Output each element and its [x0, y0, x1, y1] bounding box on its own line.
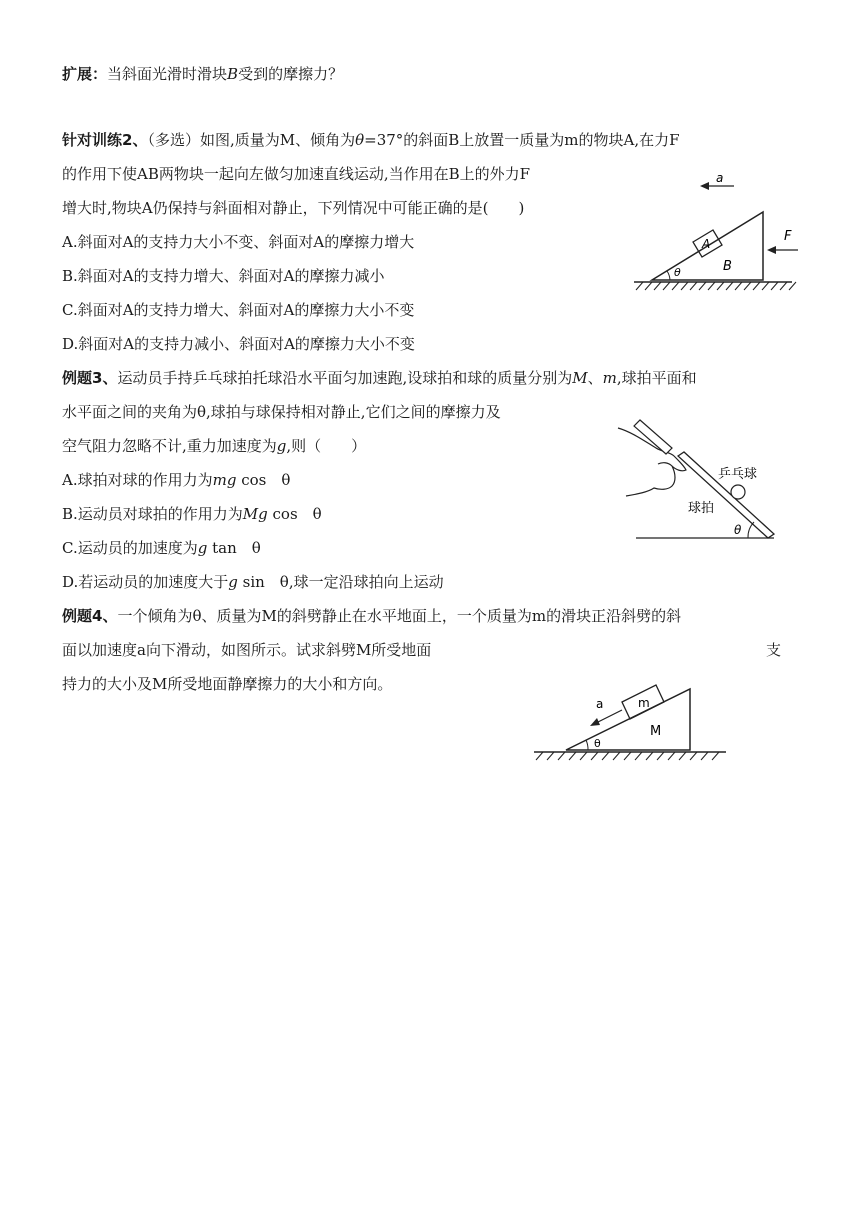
- hatch-mark: [602, 752, 609, 760]
- option-d-tail: sin θ,球一定沿球拍向上运动: [237, 573, 444, 591]
- extension-line: [62, 64, 343, 84]
- hatch-mark: [679, 752, 686, 760]
- option-d-text: D.若运动员的加速度大于: [62, 573, 229, 591]
- example3-line2: 水平面之间的夹角为θ,球拍与球保持相对静止,它们之间的摩擦力及: [62, 403, 501, 421]
- training2-line1: [62, 130, 680, 150]
- hatch-mark: [657, 752, 664, 760]
- option-c-tail: tan θ: [207, 539, 261, 557]
- training2-label: 针对训练: [62, 131, 123, 149]
- hatch-mark: [654, 282, 661, 290]
- ground-hatch: [536, 752, 719, 760]
- angle-arc: [586, 740, 588, 750]
- example3-text-a: 运动员手持乒乓球拍托球沿水平面匀加速跑,设球拍和球的质量分别为: [117, 369, 573, 387]
- option-a-tail: cos θ: [236, 471, 291, 489]
- hatch-mark: [726, 282, 733, 290]
- hatch-mark: [580, 752, 587, 760]
- example4-line2: 面以加速度a向下滑动，如图所示。试求斜劈M所受地面: [62, 641, 432, 659]
- training2-option-b: B.斜面对A的支持力增大、斜面对A的摩擦力减小: [62, 267, 385, 285]
- example3-option-c: [62, 538, 261, 558]
- training2-text-a: （多选）如图,质量为M、倾角为: [147, 131, 356, 149]
- option-b-text: B.运动员对球拍的作用力为: [62, 505, 243, 523]
- hatch-mark: [663, 282, 670, 290]
- acceleration-arrowhead: [590, 718, 600, 726]
- extension-text-b: 受到的摩擦力？: [238, 65, 344, 83]
- hatch-mark: [735, 282, 742, 290]
- hatch-mark: [613, 752, 620, 760]
- example3-var-m: m: [602, 369, 617, 387]
- option-c-text: C.运动员的加速度为: [62, 539, 198, 557]
- wedge-label: M: [650, 724, 662, 739]
- acceleration-arrowhead: [700, 182, 709, 190]
- example3-label: 例题: [62, 369, 93, 387]
- extension-text-a: 当斜面光滑时滑块: [107, 65, 228, 83]
- extension-var-b: B: [227, 65, 239, 83]
- angle-label: θ: [674, 266, 681, 279]
- option-d-var: g: [228, 573, 238, 591]
- option-a-text: A.球拍对球的作用力为: [62, 471, 213, 489]
- extension-label: 扩展：: [62, 65, 108, 83]
- force-arrowhead: [767, 246, 776, 254]
- hatch-mark: [780, 282, 787, 290]
- hatch-mark: [762, 282, 769, 290]
- training2-option-a: A.斜面对A的支持力大小不变、斜面对A的摩擦力增大: [62, 233, 415, 251]
- hatch-mark: [681, 282, 688, 290]
- angle-arc: [667, 271, 670, 280]
- ball: [731, 485, 745, 499]
- hatch-mark: [569, 752, 576, 760]
- hatch-mark: [699, 282, 706, 290]
- hatch-mark: [624, 752, 631, 760]
- training2-line3: 增大时,物块A仍保持与斜面相对静止，下列情况中可能正确的是( ): [62, 199, 525, 217]
- hatch-mark: [712, 752, 719, 760]
- training2-number: 2、: [122, 131, 148, 149]
- option-a-var: mg: [212, 471, 237, 489]
- acceleration-label: a: [596, 697, 604, 711]
- training2-line2: 的作用下使AB两物块一起向左做匀加速直线运动,当作用在B上的外力F: [62, 165, 531, 183]
- block-label: m: [638, 696, 650, 710]
- hatch-mark: [635, 752, 642, 760]
- acceleration-label: a: [716, 171, 724, 185]
- example3-option-a: [62, 470, 290, 490]
- hatch-mark: [717, 282, 724, 290]
- ground-hatch: [636, 282, 796, 290]
- angle-label: θ: [594, 737, 601, 750]
- example3-text-b: ,球拍平面和: [616, 369, 697, 387]
- force-label: F: [784, 229, 792, 244]
- wedge-m: [566, 689, 690, 750]
- hatch-mark: [646, 752, 653, 760]
- training2-theta: θ: [355, 131, 365, 149]
- example3-var-g: g: [276, 437, 287, 455]
- training2-option-d: D.斜面对A的支持力减小、斜面对A的摩擦力大小不变: [62, 335, 415, 353]
- hatch-mark: [690, 752, 697, 760]
- racket-ball-figure: [610, 412, 790, 542]
- example3-line3-b: ,则（ ）: [286, 437, 367, 455]
- incline-block-figure: [630, 170, 800, 295]
- example3-option-b: [62, 504, 322, 524]
- example4-number: 4、: [92, 607, 118, 625]
- hatch-mark: [744, 282, 751, 290]
- example3-option-d: [62, 572, 444, 592]
- hatch-mark: [672, 282, 679, 290]
- training2-option-c: C.斜面对A的支持力增大、斜面对A的摩擦力大小不变: [62, 301, 415, 319]
- training2-text-b: =37°的斜面B上放置一质量为m的物块A,在力F: [364, 131, 680, 149]
- example4-label: 例题: [62, 607, 93, 625]
- example4-line1: [62, 606, 681, 626]
- racket-handle: [634, 420, 672, 454]
- example3-line3-a: 空气阻力忽略不计,重力加速度为: [62, 437, 277, 455]
- hatch-mark: [645, 282, 652, 290]
- hatch-mark: [558, 752, 565, 760]
- hatch-mark: [701, 752, 708, 760]
- incline-b-label: B: [723, 259, 732, 274]
- block-a-label: A: [702, 237, 711, 251]
- racket-blade: [678, 452, 774, 538]
- wedge-block-figure: [530, 680, 730, 765]
- hatch-mark: [771, 282, 778, 290]
- hatch-mark: [636, 282, 643, 290]
- hatch-mark: [591, 752, 598, 760]
- example4-text: 一个倾角为θ、质量为M的斜劈静止在水平地面上，一个质量为m的滑块正沿斜劈的斜: [117, 607, 682, 625]
- option-b-var: Mg: [242, 505, 268, 523]
- racket-label: 球拍: [688, 501, 715, 516]
- example4-line2-end: 支: [766, 641, 782, 659]
- example3-line3: [62, 436, 366, 456]
- hatch-mark: [753, 282, 760, 290]
- ball-label: 乒乓球: [718, 467, 758, 482]
- example3-sep: 、: [587, 369, 603, 387]
- example3-var-m-big: M: [572, 369, 588, 387]
- hatch-mark: [690, 282, 697, 290]
- hatch-mark: [536, 752, 543, 760]
- hatch-mark: [668, 752, 675, 760]
- example3-number: 3、: [92, 369, 118, 387]
- angle-label: θ: [734, 523, 742, 537]
- hatch-mark: [789, 282, 796, 290]
- example3-line1: [62, 368, 697, 388]
- hatch-mark: [708, 282, 715, 290]
- option-c-var: g: [197, 539, 208, 557]
- example4-line3: 持力的大小及M所受地面静摩擦力的大小和方向。: [62, 675, 393, 693]
- hatch-mark: [547, 752, 554, 760]
- option-b-tail: cos θ: [267, 505, 322, 523]
